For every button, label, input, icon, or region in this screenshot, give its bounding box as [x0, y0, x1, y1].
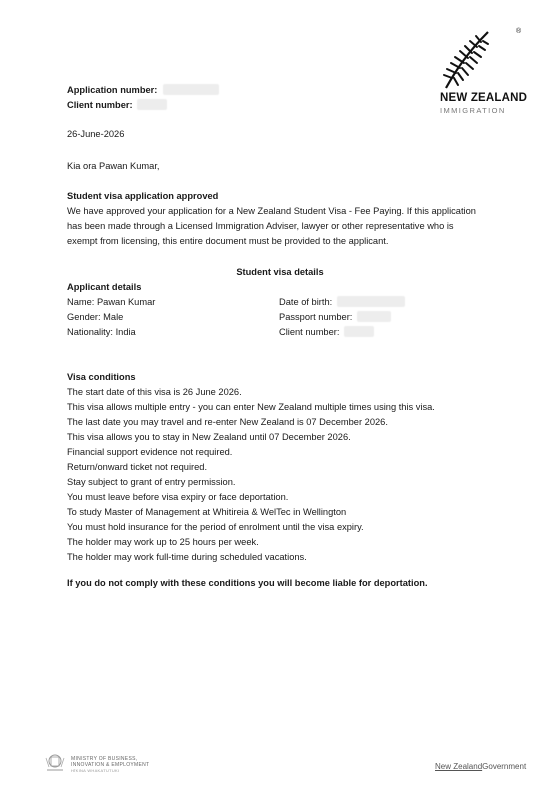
nz-immigration-logo [440, 28, 530, 118]
applicant-nationality: Nationality: India [67, 327, 136, 337]
logo-line-2: IMMIGRATION [440, 106, 506, 115]
condition-item: This visa allows you to stay in New Zealand until 07 December 2026. [67, 432, 351, 442]
ministry-line-3: HĪKINA WHAKATUTUKI [71, 768, 120, 773]
approval-line-1: We have approved your application for a New Zealand Student Visa - Fee Paying. If this application [67, 206, 476, 216]
applicant-client-number [279, 325, 374, 340]
passport-number-redacted [357, 311, 391, 322]
applicant-client-number-redacted [344, 326, 374, 337]
date-of-birth-redacted [337, 296, 405, 307]
ministry-line-2: INNOVATION & EMPLOYMENT [71, 762, 150, 768]
silver-fern-icon [442, 28, 492, 90]
detail-row [67, 295, 487, 310]
detail-row [67, 310, 487, 325]
passport-number-label: Passport number: [279, 312, 353, 322]
application-number-label: Application number: [67, 85, 158, 95]
ministry-line-1: MINISTRY OF BUSINESS, [71, 756, 138, 762]
nz-government-brand-a: New Zealand [435, 762, 483, 771]
applicant-details [67, 280, 487, 340]
condition-item: The holder may work up to 25 hours per week. [67, 537, 259, 547]
condition-item: To study Master of Management at Whitireia & WelTec in Wellington [67, 507, 347, 517]
date-of-birth-label: Date of birth: [279, 297, 333, 307]
approval-title: Student visa application approved [67, 191, 219, 201]
condition-item: You must leave before visa expiry or face deportation. [67, 492, 289, 502]
ministry-footer [44, 752, 204, 776]
approval-line-2: has been made through a Licensed Immigration Adviser, lawyer or other representative who is [67, 221, 454, 231]
nz-government-brand-b: Government [482, 762, 527, 771]
details-title: Student visa details [236, 267, 324, 277]
client-number-redacted [137, 99, 167, 110]
applicant-gender: Gender: Male [67, 312, 124, 322]
approval-section [67, 189, 507, 249]
deportation-warning: If you do not comply with these conditions you will become liable for deportation. [67, 578, 428, 588]
condition-item: This visa allows multiple entry - you can enter New Zealand multiple times using this visa. [67, 402, 435, 412]
letter-date: 26-June-2026 [67, 129, 125, 139]
greeting: Kia ora Pawan Kumar, [67, 161, 160, 171]
condition-item: The start date of this visa is 26 June 2026. [67, 387, 242, 397]
logo-line-1: NEW ZEALAND [440, 92, 528, 104]
condition-item: The holder may work full-time during scheduled vacations. [67, 552, 307, 562]
condition-item: You must hold insurance for the period of enrolment until the visa expiry. [67, 522, 364, 532]
passport-number [279, 310, 391, 325]
applicant-details-title: Applicant details [67, 282, 142, 292]
visa-conditions-title: Visa conditions [67, 372, 136, 382]
approval-line-3: exempt from licensing, this entire document must be provided to the applicant. [67, 236, 389, 246]
condition-item: Financial support evidence not required. [67, 447, 233, 457]
application-number [67, 83, 219, 98]
condition-item: Return/onward ticket not required. [67, 462, 208, 472]
applicant-name: Name: Pawan Kumar [67, 297, 156, 307]
client-number [67, 98, 167, 113]
applicant-client-number-label: Client number: [279, 327, 340, 337]
client-number-label: Client number: [67, 100, 133, 110]
visa-conditions [67, 370, 507, 565]
coat-of-arms-icon [44, 752, 66, 774]
condition-item: The last date you may travel and re-enter New Zealand is 07 December 2026. [67, 417, 388, 427]
condition-item: Stay subject to grant of entry permission. [67, 477, 236, 487]
registered-mark: ® [516, 28, 522, 35]
date-of-birth [279, 295, 405, 310]
nz-government-brand [435, 759, 526, 774]
detail-row [67, 325, 487, 340]
application-number-redacted [163, 84, 219, 95]
